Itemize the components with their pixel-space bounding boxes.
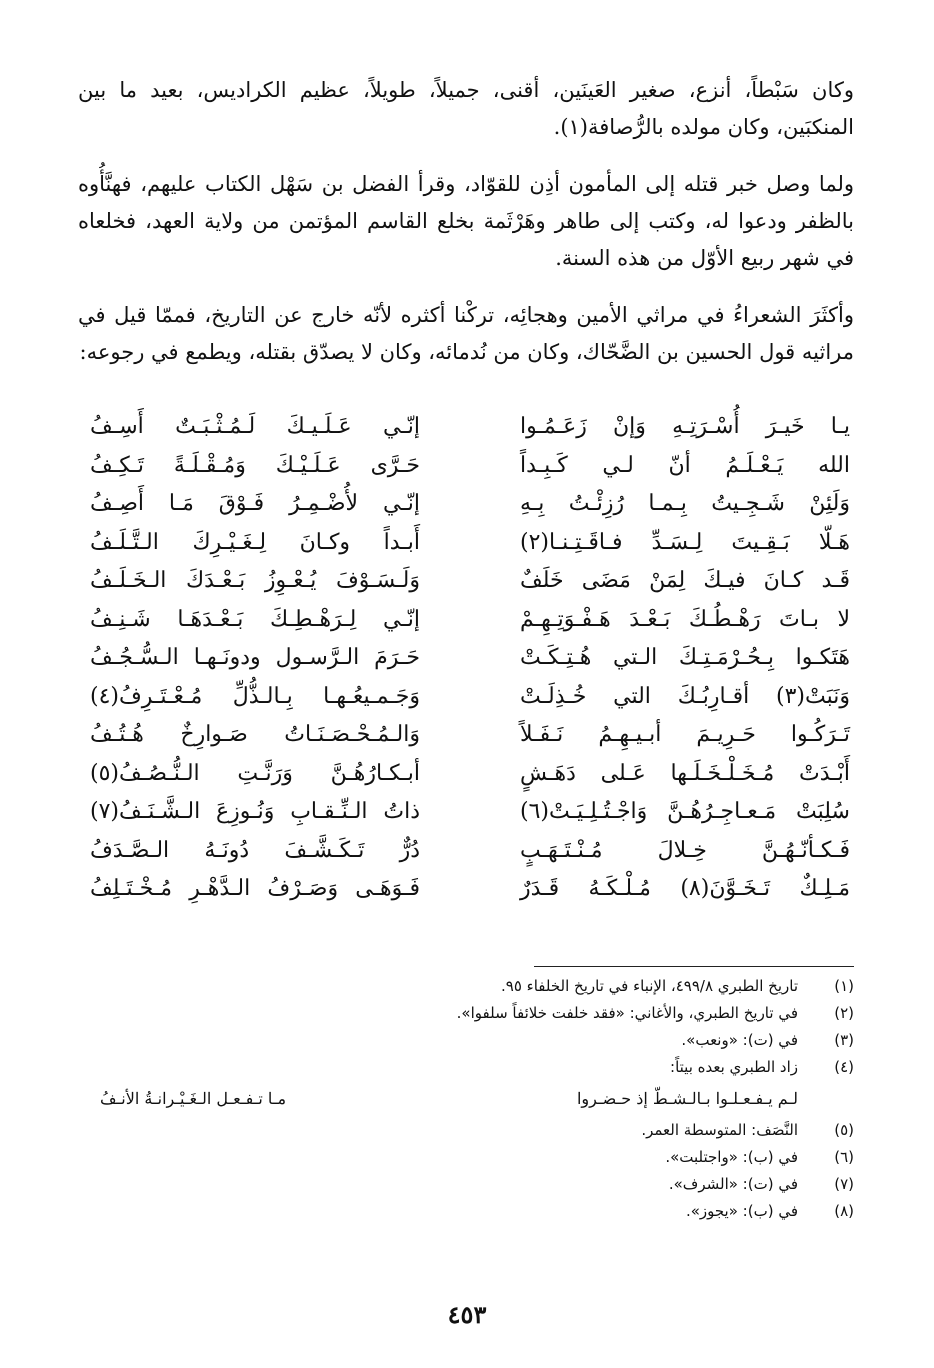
footnote-number: (٤) xyxy=(834,1058,854,1076)
hemistich-second: وَالـمُـحْـصَـنَـاتُ صَـوارِخٌ هُـتُـفُ xyxy=(90,722,420,747)
verse-line xyxy=(90,485,850,524)
hemistich-second: إنّـي عَـلَـيـكَ لَـمُـثْـبَـتٌ أَسِـفُ xyxy=(90,414,420,439)
verse-line xyxy=(90,524,850,563)
footnote-text: في (ب): «يجوز». xyxy=(685,1202,798,1220)
hemistich-first: وَنَبَتْ(٣) أقـارِبُـكَ التي خُـذِلَـتْ xyxy=(520,683,850,709)
hemistich-second: إنّـي لِـرَهْـطِـكَ بَـعْـدَهَـا شَـنِـفُ xyxy=(90,606,420,632)
verse-line xyxy=(90,755,850,794)
hemistich-first: سُلِبَتْ مَـعـاجِـرُهُـنَّ وَاجْـتُـلِـيَـتْ(٦) xyxy=(520,799,850,824)
hemistich-first: وَلَئِنْ شَـجِـيتُ بِـمـا رُزِئْـتُ بِـهِ xyxy=(520,491,850,516)
hemistich-second: فَـوَهَـى وَصَـرْفُ الـدَّهْـرِ مُـخْـتَـلِفُ xyxy=(90,876,420,901)
verse-line xyxy=(90,601,850,640)
footnote-text: في (ت): «الشرف». xyxy=(668,1175,798,1193)
hemistich-first: لا بـاتَ رَهْـطُـكَ بَـعْـدَ هَـفْـوَتِـهِـمْ xyxy=(520,606,850,632)
footnote-number: (٨) xyxy=(834,1202,854,1220)
footnote-number: (٦) xyxy=(834,1148,854,1166)
hemistich-first: تَـرَكُـوا حَـرِيـمَ أبـيـهِـمُ نَـفَـلاً xyxy=(520,722,850,747)
hemistich-first: هَـلّا بَـقِـيتَ لِـسَـدِّ فـاقَـتِـنـا(٢) xyxy=(520,529,850,555)
footnote-text: النَّصَف: المتوسطة العمر. xyxy=(641,1121,798,1139)
hemistich-first: يـا خَيـرَ أُسْـرَتِـهِ وَإنْ زَعَـمُـوا xyxy=(520,414,850,439)
hemistich-second: حَـرَمَ الـرَّسـول ودونَـهـا الـسُّـجُـفُ xyxy=(90,645,420,670)
hemistich-second: إنّـي لأُضْـمِـرُ فَـوْقَ مَـا أَصِـفُ xyxy=(90,491,420,516)
hemistich-second: أبـكـارُهُـنَّ وَرَنَّـتِ الـنُّـصُـفُ(٥) xyxy=(90,760,420,786)
footnote-text: تاريخ الطبري ٤٩٩/٨، الإنباء في تاريخ الخلفاء ٩٥. xyxy=(500,977,798,995)
footnote xyxy=(80,1117,854,1144)
footnote-text: زاد الطبري بعده بيتاً: xyxy=(670,1058,798,1076)
hemistich-first: الله يَـعْـلَـمُ أنّ لـي كَـبِـداً xyxy=(520,452,850,478)
paragraph-description: وكان سَبْطاً، أنزع، صغير العَينَين، أقنى، جميلاً، طويلاً، عظيم الكراديس، بعيد ما بين المنكبَين، وكان مولده بالرُّصافة(١). xyxy=(78,78,854,139)
verse-line xyxy=(90,716,850,755)
footnote xyxy=(80,1000,854,1027)
verse-line xyxy=(90,678,850,717)
paragraph-poets: وأكثَرَ الشعراءُ في مراثي الأمين وهجائِه، تركْنا أكثره لأنّه خارج عن التاريخ، فممّا قيل في مراثيه قول الحسين بن الضَّحّاك، وكان من نُدمائه، وكان لا يصدّق بقتله، ويطمع في رجوعه: xyxy=(78,303,854,364)
verse-line xyxy=(90,832,850,871)
verse-line xyxy=(90,562,850,601)
footnote xyxy=(80,1144,854,1171)
hemistich-second: حَـرَّى عَـلَـيْـكَ وَمُـقْـلَـةً تَـكِـفُ xyxy=(90,452,420,478)
verse-line xyxy=(90,639,850,678)
footnote xyxy=(80,1027,854,1054)
hemistich-second: ذاتُ الـنِّـقـابِ وَنُـوزِعَ الـشَّـنَـفُ(٧) xyxy=(90,799,420,824)
footnote-text: في تاريخ الطبري، والأغاني: «فقد خلفت خلائفاً سلفوا». xyxy=(456,1004,798,1022)
footnote-hemistich-second: مـا تـفـعـل الـغَـيْـرانـةُ الأنـفُ xyxy=(100,1089,287,1108)
verse-line xyxy=(90,870,850,909)
footnotes xyxy=(80,973,854,1225)
hemistich-first: مَـلِـكٌ تَـخَـوَّنَ(٨) مُـلْـكَـهُ قَـدَرٌ xyxy=(520,876,850,901)
footnote xyxy=(80,1198,854,1225)
footnote xyxy=(80,1171,854,1198)
hemistich-second: وَلَـسَـوْفَ يُـعْـوِزُ بَـعْـدَكَ الـخَـلَـفُ xyxy=(90,568,420,593)
hemistich-second: أَبـداً وكـانَ لِـغَـيْـرِكَ الـتَّـلَـفُ xyxy=(90,529,420,555)
footnote-text: في (ب): «واجتلبت». xyxy=(665,1148,798,1166)
hemistich-second: وَجَـمـيعُـهـا بِـالـذُّلِّ مُـعْـتَـرِفُ(٤) xyxy=(90,683,420,709)
hemistich-first: أَبْـدَتْ مُـخَـلْـخَـلَـها عَـلى دَهَـشٍ xyxy=(520,760,850,786)
footnote-text: في (ت): «ونعب». xyxy=(681,1031,798,1049)
footnote xyxy=(80,1054,854,1081)
footnote-number: (٢) xyxy=(834,1004,854,1022)
footnote xyxy=(80,973,854,1000)
footnote-divider xyxy=(534,966,854,967)
hemistich-first: قَـد كـانَ فيـكَ لِمَنْ مَضَى خَلَفٌ xyxy=(520,568,850,593)
footnote-number: (٣) xyxy=(834,1031,854,1049)
footnote-verse xyxy=(80,1081,854,1117)
footnote-hemistich-first: لـم يـفـعـلـوا بـالـشـطّ إذ حـضـروا xyxy=(576,1089,798,1108)
verse-line xyxy=(90,408,850,447)
hemistich-first: فَـكـأنّـهُـنَّ خِـلالَ مُـنْـتَـهَـبٍ xyxy=(520,837,850,863)
footnote-number: (٧) xyxy=(834,1175,854,1193)
poem xyxy=(90,408,850,909)
footnote-number: (١) xyxy=(834,977,854,995)
page-number: ٤٥٣ xyxy=(447,1300,487,1329)
hemistich-first: هَتَكـوا بِـحُـرْمَـتِـكَ الـتي هُـتِـكَـتْ xyxy=(520,645,850,670)
paragraph-news: ولما وصل خبر قتله إلى المأمون أذِن للقوّاد، وقرأ الفضل بن سَهْل الكتاب عليهم، فهنَّأُوه بالظفر ودعوا له، وكتب إلى طاهر وهَرْثَمة بخلع القاسم المؤتمن من ولاية العهد، فخلعاه في شهر ربيع الأوّل من هذه السنة. xyxy=(78,172,854,270)
verse-line xyxy=(90,793,850,832)
footnote-number: (٥) xyxy=(834,1121,854,1139)
hemistich-second: دُرٌّ تَـكَـشَّـفَ دُونَـهُ الـصَّـدَفُ xyxy=(90,837,420,863)
verse-line xyxy=(90,447,850,486)
